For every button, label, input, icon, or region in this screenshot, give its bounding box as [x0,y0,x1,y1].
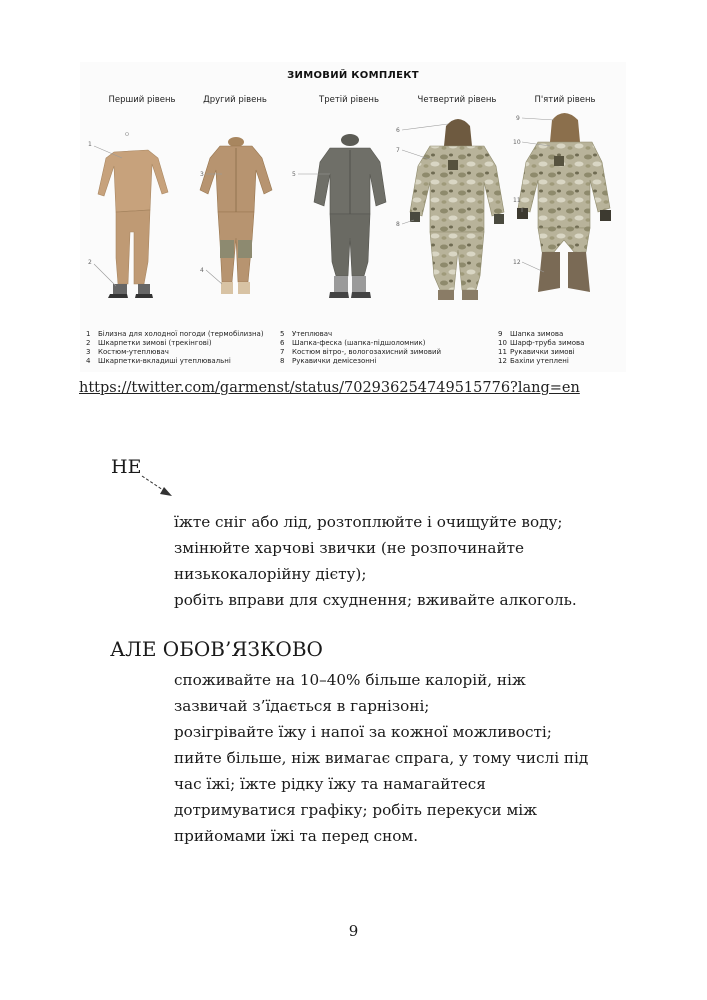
legend-number: 7 [280,348,285,356]
legend-item [86,357,264,366]
figure-level-5 [517,113,611,292]
callout-10: 10 [513,139,521,146]
ale-line: споживайте на 10–40% більше калорій, ніж [174,671,526,689]
level-label-2: Другий рівень [203,95,267,105]
ne-line: змінюйте харчові звички (не розпочинайте [174,539,524,557]
legend-item [280,339,441,348]
callout-8: 8 [396,221,400,228]
callout-3: 3 [200,171,204,178]
level-label-3: Третій рівень [319,95,379,105]
legend-column-1 [86,330,264,366]
legend-text: Костюм вітро-, вологозахисний зимовий [292,348,442,356]
ale-line: час їжі; їжте рідку їжу та намагайтеся [174,775,486,793]
ne-line: робіть вправи для схуднення; вживайте алкоголь. [174,591,577,609]
figure-title: ЗИМОВИЙ КОМПЛЕКТ [287,70,419,81]
legend-item [498,330,584,339]
arrow-icon [140,472,180,502]
ale-list [174,667,588,849]
callout-12: 12 [513,259,521,266]
legend-number: 9 [498,330,503,338]
legend-item [498,357,584,366]
legend-text: Шкарпетки зимові (трекінгові) [98,339,212,347]
page-number: 9 [348,922,359,940]
winter-kit-figure [80,62,626,372]
legend-text: Костюм-утеплювач [98,348,169,356]
figure-level-2 [200,137,272,294]
legend-number: 8 [280,357,285,365]
source-link[interactable]: https://twitter.com/garmenst/status/702936254749515776?lang=en [79,380,580,396]
legend-text: Шапка-феска (шапка-підшоломник) [292,339,426,347]
legend-text: Шапка зимова [510,330,564,338]
legend-item [86,348,264,357]
legend-number: 11 [498,348,507,356]
ne-heading: НЕ [111,456,142,478]
legend-number: 4 [86,357,91,365]
legend-number: 6 [280,339,285,347]
figure-level-4 [410,119,504,300]
callout-5: 5 [292,171,296,178]
legend-text: Бахіли утеплені [510,357,569,365]
uniform-illustrations [80,62,626,324]
figure-level-3 [314,134,386,298]
legend-item [498,348,584,357]
level-label-5: П'ятий рівень [534,95,596,105]
callout-4: 4 [200,267,204,274]
legend-text: Рукавички демісезонні [292,357,377,365]
legend-column-3 [498,330,584,366]
legend-text: Шарф-труба зимова [510,339,585,347]
figure-level-1 [98,133,168,299]
legend-number: 1 [86,330,91,338]
legend-text: Шкарпетки-вкладиші утеплювальні [98,357,231,365]
callout-1: 1 [88,141,92,148]
ne-line: низькокалорійну дієту); [174,565,367,583]
legend-text: Білизна для холодної погоди (термобілизна) [98,330,264,338]
legend-item [498,339,584,348]
callout-7: 7 [396,147,400,154]
legend-item [280,348,441,357]
ale-line: зазвичай з’їдається в гарнізоні; [174,697,430,715]
legend-number: 5 [280,330,285,338]
callout-2: 2 [88,259,92,266]
legend-number: 10 [498,339,507,347]
legend-number: 12 [498,357,507,365]
ale-line: розігрівайте їжу і напої за кожної можливості; [174,723,552,741]
ale-line: дотримуватися графіку; робіть перекуси між [174,801,538,819]
callout-6: 6 [396,127,400,134]
ne-list [174,509,577,613]
legend-number: 2 [86,339,91,347]
level-label-4: Четвертий рівень [417,95,497,105]
callout-11: 11 [513,197,521,204]
legend-number: 3 [86,348,91,356]
level-label-1: Перший рівень [108,95,176,105]
callout-9: 9 [516,115,520,122]
ale-line: пийте більше, ніж вимагає спрага, у тому числі під [174,749,589,767]
ne-line: їжте сніг або лід, розтоплюйте і очищуйте воду; [174,513,563,531]
ale-heading: АЛЕ ОБОВ’ЯЗКОВО [110,637,323,661]
legend-item [280,330,441,339]
legend-text: Утеплювач [292,330,333,338]
ale-line: прийомами їжі та перед сном. [174,827,419,845]
legend-text: Рукавички зимові [510,348,575,356]
legend-item [280,357,441,366]
legend-column-2 [280,330,441,366]
legend-item [86,339,264,348]
legend-item [86,330,264,339]
